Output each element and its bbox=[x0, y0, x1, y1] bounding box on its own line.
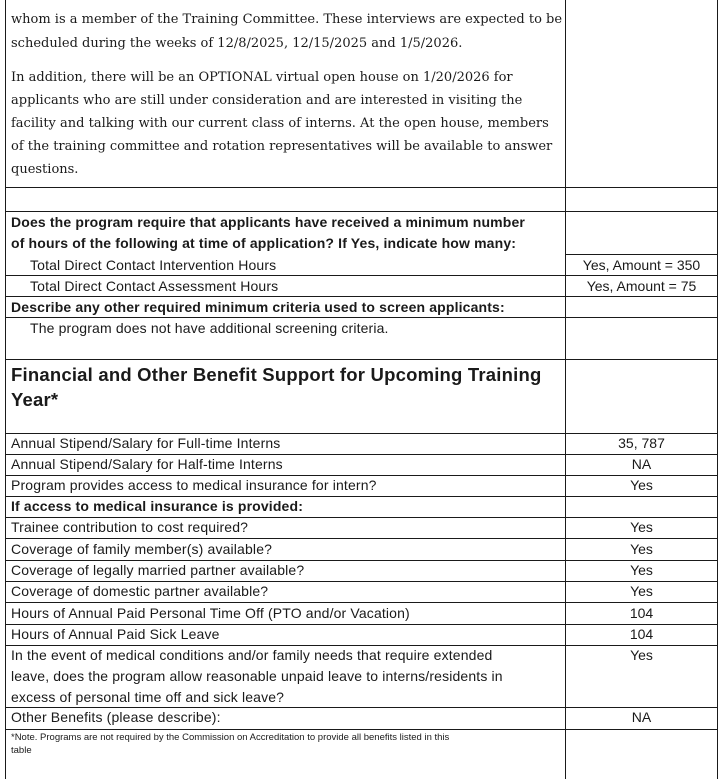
row-divider bbox=[5, 581, 718, 582]
open-house-text-line: applicants who are still under consideration and are interested in visiting the bbox=[11, 93, 523, 108]
half-time-stipend-label: Annual Stipend/Salary for Half-time Interns bbox=[11, 456, 283, 472]
half-time-stipend-value: NA bbox=[631, 456, 652, 472]
married-partner-coverage-value: Yes bbox=[630, 562, 653, 578]
full-time-stipend-label: Annual Stipend/Salary for Full-time Interns bbox=[11, 435, 281, 451]
hours-question-line: of hours of the following at time of application? If Yes, indicate how many: bbox=[11, 235, 517, 251]
benefits-heading-line: Year* bbox=[11, 389, 59, 410]
row-divider bbox=[5, 645, 718, 646]
table-border-left bbox=[5, 0, 6, 779]
sick-leave-hours-value: 104 bbox=[629, 626, 654, 642]
other-benefits-label: Other Benefits (please describe): bbox=[11, 709, 221, 725]
assessment-hours-label: Total Direct Contact Assessment Hours bbox=[30, 278, 279, 294]
row-divider bbox=[5, 496, 718, 497]
footnote-line: *Note. Programs are not required by the Commission on Accreditation to provide all benefits listed in this bbox=[11, 732, 450, 743]
interview-text-line: scheduled during the weeks of 12/8/2025, 12/15/2025 and 1/5/2026. bbox=[11, 36, 463, 51]
row-divider bbox=[5, 560, 718, 561]
sick-leave-hours-label: Hours of Annual Paid Sick Leave bbox=[11, 626, 220, 642]
intervention-hours-label: Total Direct Contact Intervention Hours bbox=[30, 257, 277, 273]
row-divider bbox=[5, 211, 718, 212]
domestic-partner-coverage-label: Coverage of domestic partner available? bbox=[11, 583, 269, 599]
row-divider bbox=[5, 433, 718, 434]
pto-hours-value: 104 bbox=[629, 605, 654, 621]
open-house-text-line: of the training committee and rotation representatives will be available to answer bbox=[11, 139, 553, 154]
extended-leave-label-line: In the event of medical conditions and/or family needs that require extended bbox=[11, 647, 493, 663]
open-house-text-line: In addition, there will be an OPTIONAL virtual open house on 1/20/2026 for bbox=[11, 70, 513, 85]
open-house-text-line: questions. bbox=[11, 162, 79, 177]
row-divider bbox=[5, 275, 718, 276]
criteria-answer: The program does not have additional screening criteria. bbox=[30, 320, 389, 336]
benefits-heading-line: Financial and Other Benefit Support for Upcoming Training bbox=[11, 364, 542, 385]
medical-insurance-value: Yes bbox=[630, 477, 653, 493]
row-divider bbox=[5, 538, 718, 539]
hours-question-line: Does the program require that applicants have received a minimum number bbox=[11, 214, 526, 230]
row-divider bbox=[5, 707, 718, 708]
assessment-hours-value: Yes, Amount = 75 bbox=[586, 278, 697, 294]
open-house-text-line: facility and talking with our current class of interns. At the open house, members bbox=[11, 116, 549, 131]
medical-insurance-label: Program provides access to medical insurance for intern? bbox=[11, 477, 377, 493]
row-divider bbox=[5, 517, 718, 518]
table-border-right bbox=[717, 0, 718, 779]
row-divider bbox=[565, 254, 718, 255]
family-coverage-label: Coverage of family member(s) available? bbox=[11, 541, 273, 557]
extended-leave-label-line: leave, does the program allow reasonable unpaid leave to interns/residents in bbox=[11, 668, 503, 684]
row-divider bbox=[5, 296, 718, 297]
insurance-subheading: If access to medical insurance is provided: bbox=[11, 498, 304, 514]
intervention-hours-value: Yes, Amount = 350 bbox=[582, 257, 701, 273]
row-divider bbox=[5, 317, 718, 318]
row-divider bbox=[5, 359, 718, 360]
family-coverage-value: Yes bbox=[630, 541, 653, 557]
pto-hours-label: Hours of Annual Paid Personal Time Off (PTO and/or Vacation) bbox=[11, 605, 410, 621]
trainee-contribution-label: Trainee contribution to cost required? bbox=[11, 519, 249, 535]
domestic-partner-coverage-value: Yes bbox=[630, 583, 653, 599]
married-partner-coverage-label: Coverage of legally married partner available? bbox=[11, 562, 305, 578]
row-divider bbox=[5, 187, 718, 188]
footnote-line: table bbox=[11, 745, 32, 756]
row-divider bbox=[5, 602, 718, 603]
other-benefits-value: NA bbox=[631, 709, 652, 725]
interview-text-line: whom is a member of the Training Committee. These interviews are expected to be bbox=[11, 12, 563, 27]
extended-leave-value: Yes bbox=[630, 647, 653, 663]
full-time-stipend-value: 35, 787 bbox=[618, 435, 665, 451]
row-divider bbox=[5, 729, 718, 730]
row-divider bbox=[5, 454, 718, 455]
criteria-question: Describe any other required minimum criteria used to screen applicants: bbox=[11, 299, 505, 315]
row-divider bbox=[5, 624, 718, 625]
row-divider bbox=[5, 475, 718, 476]
extended-leave-label-line: excess of personal time off and sick leave? bbox=[11, 689, 285, 705]
trainee-contribution-value: Yes bbox=[630, 519, 653, 535]
